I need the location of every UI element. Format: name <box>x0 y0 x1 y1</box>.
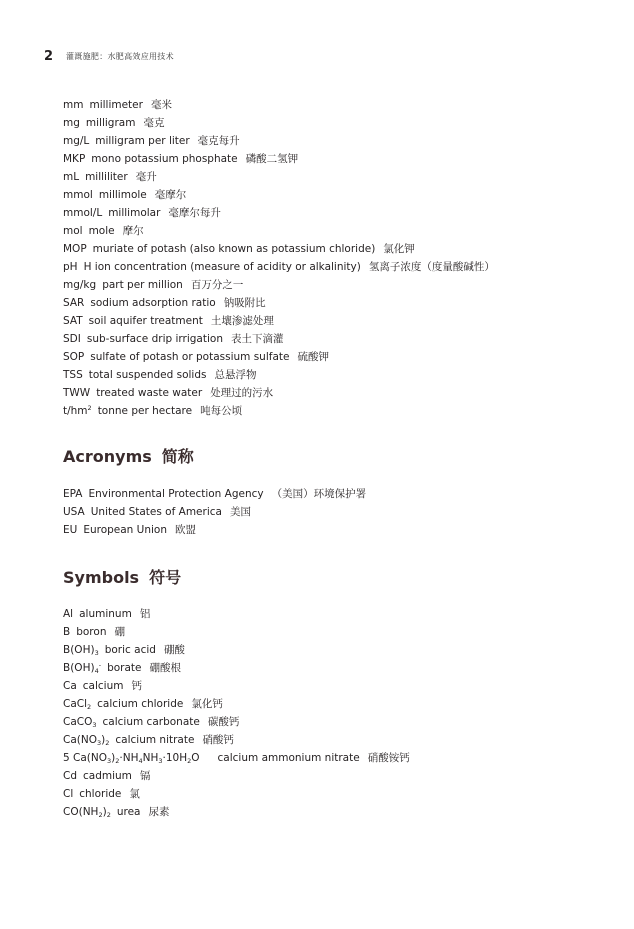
list-item: SDI sub-surface drip irrigation 表土下滴灌 <box>63 333 284 345</box>
running-title: 灌溉施肥：水肥高效应用技术 <box>66 51 174 61</box>
list-item: SAR sodium adsorption ratio 钠吸附比 <box>63 297 266 309</box>
list-item: Cl chloride 氯 <box>63 788 140 800</box>
page-number: 2 <box>44 48 54 64</box>
list-item: mg/kg part per million 百万分之一 <box>63 279 244 291</box>
list-item: mmol/L millimolar 毫摩尔每升 <box>63 207 221 219</box>
list-item: MOP muriate of potash (also known as potassium chloride) 氯化钾 <box>63 243 415 255</box>
list-item: $Ca(NO_3)_2$ calcium nitrate 硝酸钙 <box>63 734 234 747</box>
list-item: EU European Union 欧盟 <box>63 524 197 536</box>
symbols-list <box>63 605 410 821</box>
list-item: Al aluminum 铝 <box>63 608 151 620</box>
list-item: mmol millimole 毫摩尔 <box>63 189 187 201</box>
list-item: MKP mono potassium phosphate 磷酸二氢钾 <box>63 153 299 165</box>
list-item: 5 $Ca(NO_3)_2\cdot NH_4NH_3\cdot 10H_2O$ calcium ammonium nitrate 硝酸铵钙 <box>63 752 410 765</box>
list-item: mg/L milligram per liter 毫克每升 <box>63 135 240 147</box>
acronyms-list <box>63 485 366 539</box>
list-item: mL milliliter 毫升 <box>63 171 157 183</box>
list-item: $B(OH)_4^-$ borate 硼酸根 <box>63 661 181 675</box>
list-item: SOP sulfate of potash or potassium sulfate 硫酸钾 <box>63 351 329 363</box>
list-item: TWW treated waste water 处理过的污水 <box>63 387 274 399</box>
list-item: TSS total suspended solids 总悬浮物 <box>63 369 257 381</box>
list-item: Cd cadmium 镉 <box>63 770 151 782</box>
list-item: EPA Environmental Protection Agency （美国）环境保护署 <box>63 488 367 500</box>
list-item: mol mole 摩尔 <box>63 225 144 237</box>
section-title-acronyms: Acronyms 简称 <box>63 447 194 466</box>
list-item: $CO(NH_2)_2$ urea 尿素 <box>63 806 170 819</box>
list-item: CaCO$_3$ calcium carbonate 碳酸钙 <box>63 716 240 729</box>
list-item: B boron 硼 <box>63 626 125 638</box>
list-item: Ca calcium 钙 <box>63 680 142 692</box>
list-item: mg milligram 毫克 <box>63 117 165 129</box>
list-item: $B(OH)_3$ boric acid 硼酸 <box>63 644 185 657</box>
list-item: USA United States of America 美国 <box>63 506 251 518</box>
list-item: pH H ion concentration (measure of acidity or alkalinity) 氢离子浓度（度量酸碱性） <box>63 261 495 273</box>
page-header <box>44 48 174 64</box>
list-item: $t/hm^2$ tonne per hectare 吨每公顷 <box>63 404 243 417</box>
list-item: SAT soil aquifer treatment 土壤渗滤处理 <box>63 315 274 327</box>
list-item: CaCl$_2$ calcium chloride 氯化钙 <box>63 698 223 711</box>
units-list <box>63 96 495 420</box>
list-item: mm millimeter 毫米 <box>63 99 172 111</box>
section-title-symbols: Symbols 符号 <box>63 568 182 587</box>
